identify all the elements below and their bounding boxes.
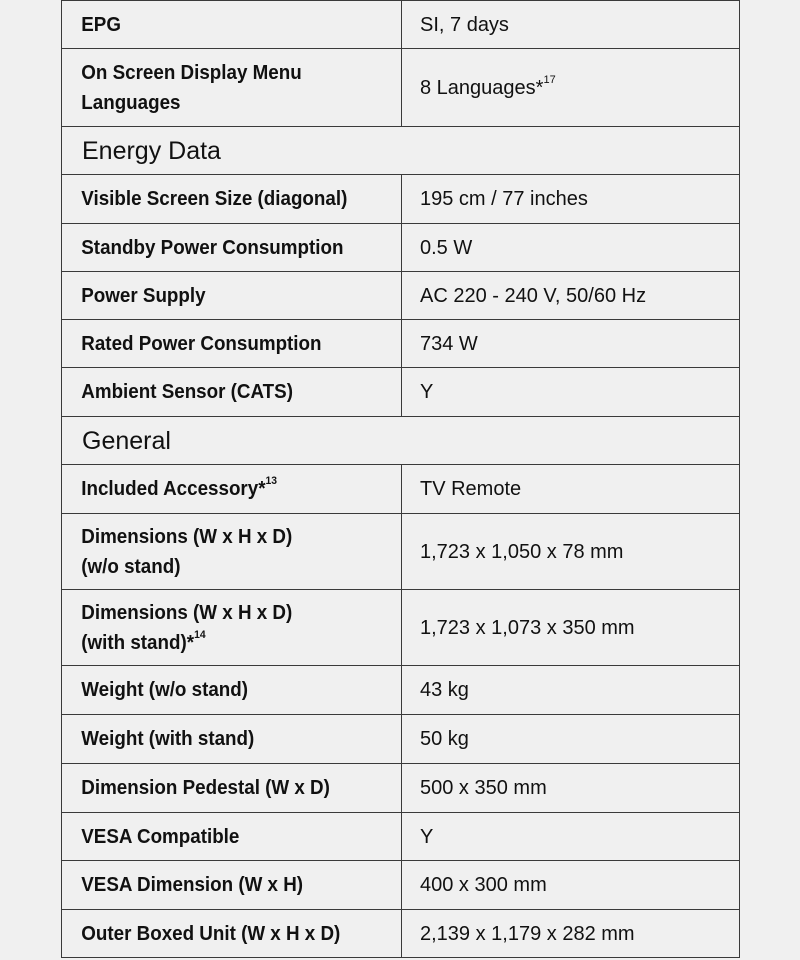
spec-label-continued: (with stand)* (80, 631, 194, 654)
table-row (62, 861, 740, 910)
spec-value: 400 x 300 mm (420, 874, 547, 896)
spec-value-cell (402, 272, 740, 320)
spec-label: Weight (with stand) (80, 728, 254, 750)
spec-value-cell (402, 813, 740, 861)
table-row (62, 320, 740, 368)
spec-label-cell (62, 272, 382, 320)
spec-value: Y (420, 381, 434, 403)
spec-label: VESA Dimension (W x H) (80, 874, 303, 896)
spec-value-cell (402, 49, 740, 127)
table-row (62, 715, 740, 764)
spec-label: Standby Power Consumption (80, 236, 343, 259)
spec-label: Dimension Pedestal (W x D) (80, 777, 330, 799)
spec-value-cell (402, 715, 740, 764)
spec-label: Rated Power Consumption (80, 332, 322, 355)
spec-label: Included Accessory* (80, 478, 266, 500)
spec-value-cell (402, 1, 740, 49)
spec-value-cell (402, 514, 740, 590)
spec-value: SI, 7 days (420, 13, 509, 36)
spec-label: VESA Compatible (80, 825, 239, 848)
spec-value-cell (402, 224, 740, 272)
spec-label: Outer Boxed Unit (W x H x D) (80, 922, 340, 945)
spec-table-body (62, 1, 740, 958)
spec-table (61, 0, 740, 958)
table-row (62, 49, 740, 127)
spec-value: 500 x 350 mm (420, 777, 547, 799)
footnote-marker: 17 (543, 73, 556, 86)
spec-value: 2,139 x 1,179 x 282 mm (420, 922, 635, 945)
spec-label-cell (62, 224, 382, 272)
spec-label: Ambient Sensor (CATS) (80, 381, 293, 403)
spec-label-cell (62, 49, 382, 127)
spec-label-cell (62, 368, 382, 417)
spec-label-cell (62, 764, 382, 813)
spec-label-cell (62, 320, 382, 368)
spec-value-cell (402, 910, 740, 958)
spec-label-cell (62, 1, 382, 49)
spec-label-continued: Languages (80, 91, 181, 114)
spec-label-continued: (w/o stand) (80, 555, 180, 578)
table-row (62, 272, 740, 320)
spec-value: TV Remote (420, 478, 522, 500)
table-row (62, 813, 740, 861)
spec-value-cell (402, 320, 740, 368)
table-row (62, 465, 740, 514)
spec-value: 1,723 x 1,073 x 350 mm (420, 616, 635, 639)
spec-label-cell (62, 514, 382, 590)
footnote-marker: 14 (193, 628, 206, 641)
table-row (62, 224, 740, 272)
spec-label-cell (62, 590, 382, 666)
spec-label: Weight (w/o stand) (80, 679, 248, 701)
spec-label: Visible Screen Size (diagonal) (80, 188, 347, 210)
table-row (62, 590, 740, 666)
spec-label-cell (62, 861, 382, 910)
spec-value: Y (420, 825, 434, 848)
spec-label: Dimensions (W x H x D) (80, 601, 292, 624)
spec-value-cell (402, 861, 740, 910)
spec-value: 1,723 x 1,050 x 78 mm (420, 540, 624, 563)
spec-value-cell (402, 764, 740, 813)
spec-value-cell (402, 590, 740, 666)
spec-label-cell (62, 715, 382, 764)
spec-value-cell (402, 666, 740, 715)
spec-label: EPG (80, 13, 121, 36)
spec-label-cell (62, 813, 382, 861)
section-header-row (62, 127, 740, 175)
spec-value: 0.5 W (420, 236, 473, 259)
spec-value: 734 W (420, 332, 478, 355)
spec-value-cell (402, 368, 740, 417)
spec-value: 50 kg (420, 728, 469, 750)
footnote-marker: 13 (265, 475, 277, 488)
spec-value-cell (402, 175, 740, 224)
section-title: General (62, 417, 740, 465)
table-row (62, 910, 740, 958)
table-row (62, 666, 740, 715)
section-title: Energy Data (62, 127, 740, 175)
spec-label-cell (62, 666, 382, 715)
spec-label: On Screen Display Menu (80, 61, 302, 84)
spec-value: 43 kg (420, 679, 469, 701)
spec-value: AC 220 - 240 V, 50/60 Hz (420, 284, 647, 307)
table-row (62, 368, 740, 417)
spec-value: 8 Languages* (420, 76, 544, 99)
spec-label: Dimensions (W x H x D) (80, 525, 292, 548)
spec-value: 195 cm / 77 inches (420, 188, 588, 210)
spec-label: Power Supply (80, 284, 206, 307)
section-header-row (62, 417, 740, 465)
table-row (62, 175, 740, 224)
spec-value-cell (402, 465, 740, 514)
spec-label-cell (62, 465, 382, 514)
table-row (62, 1, 740, 49)
spec-label-cell (62, 910, 382, 958)
table-row (62, 514, 740, 590)
spec-label-cell (62, 175, 382, 224)
table-row (62, 764, 740, 813)
